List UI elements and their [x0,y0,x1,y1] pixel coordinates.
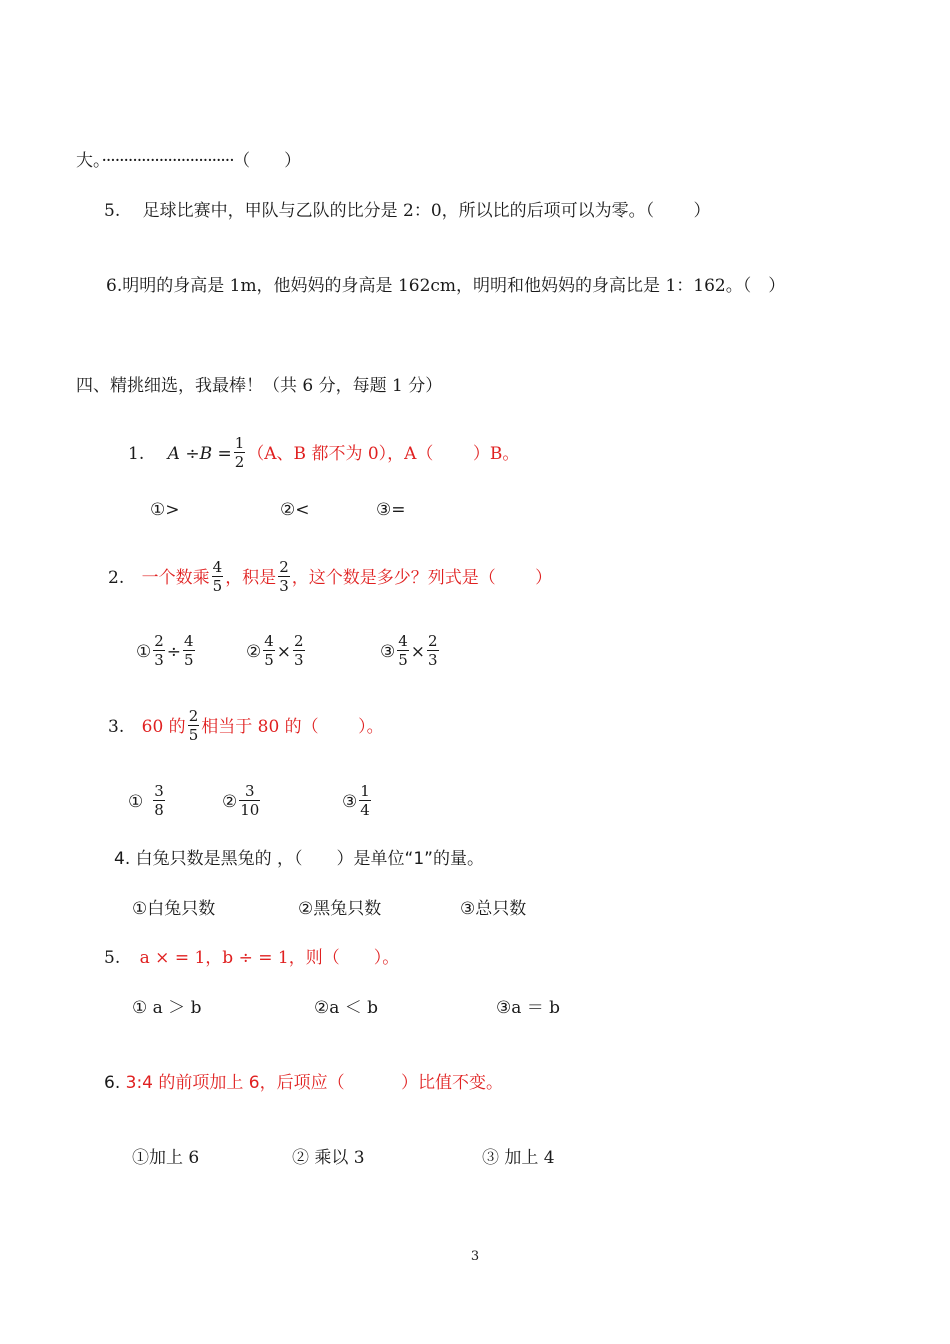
q4-option-1: ①白兔只数 [132,899,216,919]
q2-opt1-frac-b [183,632,195,669]
q4-option-3: ③总只数 [460,899,527,919]
q3-option-1 [128,784,167,821]
q6-text: 3:4 的前项加上 6，后项应（ ）比值不变。 [125,1073,504,1093]
section-title: 四、精挑细选，我最棒！（共 6 分，每题 1 分） [76,376,443,396]
q3-opt3-num: 1 [360,782,370,800]
q2-option-1 [136,634,197,671]
q1-expression: A ÷B = [167,444,232,464]
q2-opt2-frac-a [263,632,275,669]
q6-option-2: ② 乘以 3 [292,1148,365,1168]
q3-number: 3. [108,717,125,737]
q3-opt1-den: 8 [154,801,164,819]
q1-frac-den: 2 [234,453,245,471]
q2-text-3: ，这个数是多少？列式是（ ） [291,568,553,588]
question-3 [108,709,384,746]
q2-opt3-b-num: 2 [428,632,438,650]
q3-opt2-den: 10 [240,801,260,819]
q2-opt2-a-den: 5 [264,651,274,669]
q3-opt3-mark: ③ [342,792,358,812]
q2-text-1: 一个数乘 [141,568,210,588]
q6-number: 6. [104,1073,121,1093]
q3-option-2 [222,784,262,821]
continuation-dots: ······························ [101,151,234,171]
q2-opt3-frac-b [427,632,439,669]
q2-opt2-mark: ② [246,642,262,662]
q3-opt1-fraction [153,782,165,819]
q2-opt1-b-num: 4 [184,632,194,650]
q2-number: 2. [108,568,125,588]
q3-text-2: 相当于 80 的（ ）。 [201,717,384,737]
q2-option-2 [246,634,307,671]
q2-fraction-1 [212,558,224,595]
question-4: 4. 白兔只数是黑兔的 ，（ ）是单位“1”的量。 [114,849,484,869]
continuation-blank: （ ） [241,151,302,171]
q2-frac2-num: 2 [279,558,289,576]
q3-opt3-fraction [359,782,371,819]
q2-opt2-b-num: 2 [294,632,304,650]
q3-option-3 [342,784,373,821]
q2-opt3-a-den: 5 [398,651,408,669]
q2-fraction-2 [278,558,290,595]
q2-opt1-a-num: 2 [154,632,164,650]
q5-option-2: ②a ＜ b [314,998,379,1018]
q2-opt2-b-den: 3 [294,651,304,669]
q1-fraction [234,434,246,471]
q3-opt2-num: 3 [239,782,260,801]
q2-opt2-a-num: 4 [264,632,274,650]
q2-opt3-a-num: 4 [398,632,408,650]
q2-frac1-den: 5 [212,577,223,595]
q5-option-1: ① a ＞ b [132,998,202,1018]
question-5 [104,947,399,969]
q2-option-3 [380,634,441,671]
q3-text-1: 60 的 [141,717,186,737]
q2-opt2-operator: × [276,642,292,662]
q3-frac-den: 5 [188,726,199,744]
q2-opt3-b-den: 3 [428,651,438,669]
q2-opt1-a-den: 3 [154,651,164,669]
judge-item-6: 6.明明的身高是 1m，他妈妈的身高是 162cm，明明和他妈妈的身高比是 1：162。（ ） [106,276,786,296]
q1-frac-num: 1 [234,434,245,452]
q2-opt1-b-den: 5 [184,651,194,669]
question-1 [128,436,519,473]
q3-fraction [188,707,200,744]
q3-opt1-mark: ① [128,792,144,812]
q2-opt1-frac-a [153,632,165,669]
q3-opt2-fraction [239,782,260,819]
q2-opt1-mark: ① [136,642,152,662]
q1-number: 1. [128,444,145,464]
q2-opt1-operator: ÷ [166,642,182,662]
q2-frac2-den: 3 [279,577,289,595]
q2-opt3-mark: ③ [380,642,396,662]
judge-item-5: 5. 足球比赛中，甲队与乙队的比分是 2：0，所以比的后项可以为零。（ ） [104,201,711,221]
q2-opt2-frac-b [293,632,305,669]
q1-text: （A、B 都不为 0），A（ ）B。 [247,444,520,464]
page-number: 3 [470,1249,480,1264]
q3-opt1-num: 3 [154,782,164,800]
q5-text: a × = 1，b ÷ = 1，则（ ）。 [139,948,400,968]
q1-option-2: ②< [280,500,310,520]
q6-option-1: ①加上 6 [132,1148,200,1168]
q1-option-1: ①> [150,500,180,520]
continuation-line [76,150,301,172]
question-2 [108,560,552,597]
question-6 [104,1072,503,1094]
q2-frac1-num: 4 [212,558,223,576]
q6-option-3: ③ 加上 4 [482,1148,555,1168]
q3-opt2-mark: ② [222,792,238,812]
continuation-text: 大。 [76,151,102,171]
q5-option-3: ③a ＝ b [496,998,561,1018]
q4-option-2: ②黑兔只数 [298,899,382,919]
q2-opt3-frac-a [397,632,409,669]
q3-frac-num: 2 [188,707,199,725]
q1-option-3: ③= [376,500,406,520]
q2-text-2: ，积是 [225,568,277,588]
q3-opt3-den: 4 [360,801,370,819]
q2-opt3-operator: × [410,642,426,662]
q5-number: 5. [104,948,121,968]
